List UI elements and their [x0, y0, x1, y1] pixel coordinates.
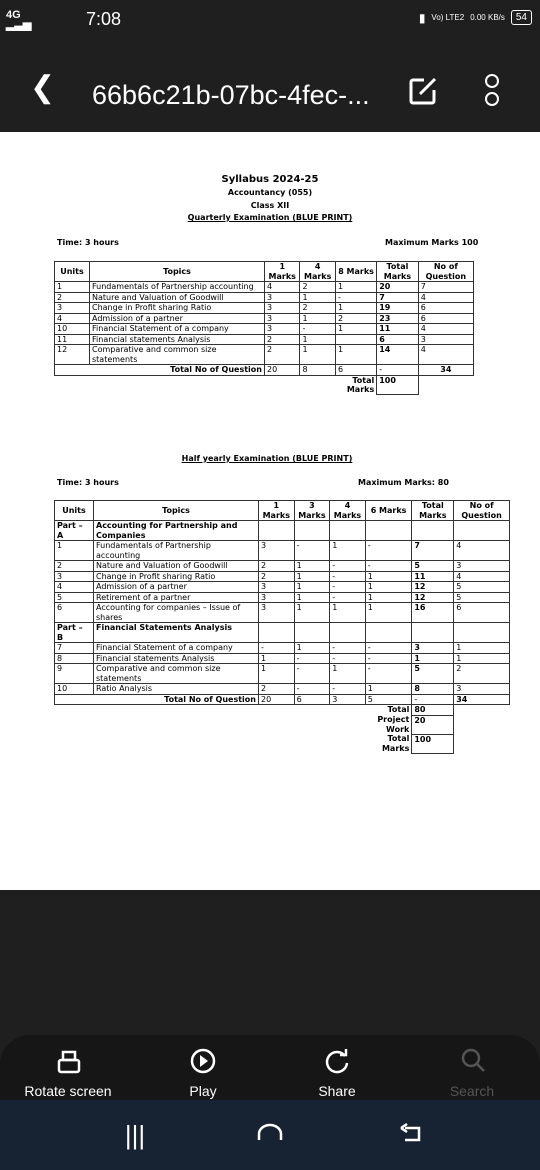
table-cell: 3: [412, 643, 454, 654]
table-row: [55, 603, 510, 623]
table-cell: 1: [365, 571, 412, 582]
play-label: Play: [189, 1083, 217, 1099]
col-header: 4 Marks: [300, 262, 335, 282]
table-cell: -: [365, 664, 412, 684]
table-cell: [294, 623, 330, 643]
table-cell: 6: [377, 334, 418, 345]
table-cell: 3: [55, 303, 90, 314]
search-icon: [460, 1047, 486, 1073]
half-yearly-max-marks: Maximum Marks: 80: [358, 478, 449, 487]
col-header: 1 Marks: [259, 501, 295, 521]
table-cell: -: [365, 561, 412, 572]
signal-icon: ▂▃▅: [6, 19, 32, 31]
rotate-screen-button[interactable]: [8, 1035, 128, 1100]
col-header: Topics: [90, 262, 265, 282]
table-cell: [454, 521, 510, 541]
total-cell: -: [412, 694, 454, 705]
search-button[interactable]: [412, 1035, 532, 1100]
document-page: [0, 132, 540, 890]
table-cell: 1: [55, 541, 94, 561]
table-cell: Financial statements Analysis: [90, 334, 265, 345]
table-cell: -: [294, 653, 330, 664]
edit-icon[interactable]: [408, 76, 438, 106]
table-cell: -: [365, 653, 412, 664]
table-cell: 1: [294, 582, 330, 593]
table-cell: 2: [265, 345, 300, 365]
col-header: 4 Marks: [330, 501, 366, 521]
table-row: [55, 324, 474, 335]
table-cell: 3: [265, 313, 300, 324]
table-cell: 8: [55, 653, 94, 664]
table-cell: 3: [259, 541, 295, 561]
table-cell: -: [330, 571, 366, 582]
table-cell: -: [365, 541, 412, 561]
spacer-cell: [454, 715, 510, 734]
table-cell: [454, 623, 510, 643]
col-header: 8 Marks: [335, 262, 376, 282]
summary-row: [55, 734, 510, 753]
table-cell: 2: [300, 303, 335, 314]
table-row: [55, 592, 510, 603]
table-cell: 1: [300, 334, 335, 345]
table-cell: [365, 521, 412, 541]
table-cell: 1: [330, 603, 366, 623]
recent-apps-icon[interactable]: |||: [124, 1120, 146, 1150]
summary-label: Total Marks: [381, 734, 410, 753]
table-cell: Financial Statement of a company: [90, 324, 265, 335]
table-cell: 1: [259, 653, 295, 664]
table-cell: 4: [418, 345, 473, 365]
total-cell: 20: [265, 365, 300, 376]
total-cell: 3: [330, 694, 366, 705]
table-cell: 2: [55, 561, 94, 572]
table-cell: -: [294, 664, 330, 684]
table-row: [55, 282, 474, 293]
summary-label: Total: [387, 705, 410, 714]
total-row: [55, 365, 474, 376]
clock: 7:08: [86, 9, 122, 29]
table-cell: 1: [330, 541, 366, 561]
table-cell: 2: [300, 282, 335, 293]
table-cell: Fundamentals of Partnership accounting: [94, 541, 259, 561]
table-row: [55, 561, 510, 572]
spacer-cell: [454, 734, 510, 753]
doc-subject: Accountancy (055): [227, 188, 313, 197]
table-cell: [365, 623, 412, 643]
table-row: [55, 541, 510, 561]
table-cell: 1: [365, 592, 412, 603]
table-cell: 3: [265, 303, 300, 314]
table-cell: Retirement of a partner: [94, 592, 259, 603]
table-cell: [412, 521, 454, 541]
rotate-icon: [56, 1049, 82, 1075]
volte-label: Vo) LTE2: [431, 13, 465, 22]
table-cell: 1: [412, 653, 454, 664]
quarterly-title: Quarterly Examination (BLUE PRINT): [187, 213, 353, 222]
table-cell: 1: [294, 592, 330, 603]
table-cell: 3: [454, 561, 510, 572]
table-cell: -: [330, 592, 366, 603]
total-cell: 20: [259, 694, 295, 705]
table-cell: [259, 623, 295, 643]
quarterly-table: [54, 261, 474, 395]
table-cell: 3: [454, 684, 510, 695]
table-cell: Nature and Valuation of Goodwill: [90, 292, 265, 303]
table-cell: 1: [294, 643, 330, 654]
table-cell: Change in Profit sharing Ratio: [90, 303, 265, 314]
table-cell: -: [259, 643, 295, 654]
half-yearly-table: [54, 500, 510, 754]
table-cell: 7: [418, 282, 473, 293]
table-cell: 3: [418, 334, 473, 345]
table-cell: [412, 623, 454, 643]
doc-title: Syllabus 2024-25: [221, 174, 319, 185]
table-cell: 2: [335, 313, 376, 324]
half-yearly-title: Half yearly Examination (BLUE PRINT): [181, 454, 353, 463]
table-cell: 5: [55, 592, 94, 603]
table-cell: 10: [55, 684, 94, 695]
table-cell: 7: [55, 643, 94, 654]
share-label: Share: [318, 1083, 356, 1099]
col-header: No of Question: [454, 501, 510, 521]
table-cell: 1: [300, 345, 335, 365]
table-cell: 3: [265, 324, 300, 335]
table-cell: -: [330, 684, 366, 695]
table-cell: 1: [335, 282, 376, 293]
back-arrow-icon[interactable]: ❮: [30, 71, 56, 104]
total-cell: 8: [300, 365, 335, 376]
table-row: [55, 653, 510, 664]
network-label: 4G: [6, 9, 21, 21]
table-cell: Accounting for companies – Issue of shares: [94, 603, 259, 623]
battery-icon: 54: [511, 10, 532, 25]
table-cell: 1: [454, 653, 510, 664]
table-cell: 19: [377, 303, 418, 314]
system-nav-bar: [0, 1100, 540, 1170]
table-cell: 4: [418, 292, 473, 303]
table-cell: [335, 334, 376, 345]
table-cell: 12: [412, 592, 454, 603]
table-cell: 2: [259, 684, 295, 695]
spacer-cell: [55, 715, 366, 734]
table-cell: Admission of a partner: [94, 582, 259, 593]
table-cell: 1: [335, 303, 376, 314]
table-cell: Admission of a partner: [90, 313, 265, 324]
doc-class: Class XII: [250, 201, 290, 210]
network-indicator: [6, 10, 31, 30]
table-cell: 1: [300, 313, 335, 324]
table-cell: Financial Statement of a company: [94, 643, 259, 654]
table-cell: 4: [55, 582, 94, 593]
table-header-row: [55, 501, 510, 521]
play-icon: [189, 1047, 217, 1075]
table-cell: 5: [454, 592, 510, 603]
table-cell: 1: [365, 582, 412, 593]
table-header-row: [55, 262, 474, 282]
table-row: [55, 684, 510, 695]
table-cell: [259, 521, 295, 541]
table-cell: 4: [454, 571, 510, 582]
quarterly-time: Time: 3 hours: [57, 238, 119, 247]
table-cell: Financial Statements Analysis: [94, 623, 259, 643]
table-cell: Part – B: [55, 623, 94, 643]
spacer-cell: [454, 705, 510, 716]
half-yearly-time: Time: 3 hours: [57, 478, 119, 487]
total-cell: 34: [418, 365, 473, 376]
table-cell: 1: [330, 664, 366, 684]
table-cell: [294, 521, 330, 541]
status-bar: [0, 0, 540, 40]
table-cell: Ratio Analysis: [94, 684, 259, 695]
total-marks-label: Total Marks: [335, 375, 376, 395]
table-cell: Change in Profit sharing Ratio: [94, 571, 259, 582]
col-header: 1 Marks: [265, 262, 300, 282]
table-cell: 10: [55, 324, 90, 335]
table-cell: [330, 623, 366, 643]
table-cell: 1: [335, 345, 376, 365]
table-row: [55, 345, 474, 365]
back-nav-icon[interactable]: [392, 1120, 432, 1150]
table-cell: 6: [454, 603, 510, 623]
table-cell: -: [330, 561, 366, 572]
table-row: [55, 303, 474, 314]
spacer-cell: [418, 375, 473, 395]
quarterly-max-marks: Maximum Marks 100: [385, 238, 479, 247]
share-icon: [323, 1047, 351, 1075]
table-cell: 5: [412, 664, 454, 684]
table-cell: 4: [55, 313, 90, 324]
summary-row: [55, 715, 510, 734]
table-cell: 1: [365, 684, 412, 695]
table-row: [55, 334, 474, 345]
table-cell: 1: [365, 603, 412, 623]
table-row: [55, 521, 510, 541]
table-cell: 12: [412, 582, 454, 593]
table-cell: 1: [454, 643, 510, 654]
table-row: [55, 292, 474, 303]
share-button[interactable]: [277, 1035, 397, 1100]
col-header: Units: [55, 262, 90, 282]
table-cell: 12: [55, 345, 90, 365]
table-cell: 3: [265, 292, 300, 303]
table-cell: 1: [55, 282, 90, 293]
table-cell: 2: [454, 664, 510, 684]
table-cell: -: [294, 541, 330, 561]
bottom-toolbar: [0, 1035, 540, 1100]
table-row: [55, 664, 510, 684]
table-cell: -: [300, 324, 335, 335]
total-cell: -: [377, 365, 418, 376]
table-cell: 2: [259, 571, 295, 582]
table-cell: Part – A: [55, 521, 94, 541]
table-row: [55, 643, 510, 654]
table-cell: Fundamentals of Partnership accounting: [90, 282, 265, 293]
table-cell: Financial statements Analysis: [94, 653, 259, 664]
summary-row: [55, 705, 510, 716]
table-cell: 4: [265, 282, 300, 293]
table-cell: -: [365, 643, 412, 654]
table-cell: 16: [412, 603, 454, 623]
summary-label: Project Work: [377, 715, 410, 734]
table-cell: -: [294, 684, 330, 695]
spacer-cell: [55, 375, 336, 395]
table-row: [55, 582, 510, 593]
summary-value: 80: [412, 705, 454, 716]
table-cell: -: [330, 653, 366, 664]
table-cell: [330, 521, 366, 541]
rotate-label: Rotate screen: [24, 1083, 112, 1099]
table-cell: 3: [259, 582, 295, 593]
table-cell: 2: [265, 334, 300, 345]
table-cell: -: [335, 292, 376, 303]
spacer-cell: [55, 734, 366, 753]
table-cell: 6: [418, 313, 473, 324]
spacer-cell: [55, 705, 366, 716]
total-cell: 6: [335, 365, 376, 376]
table-cell: 8: [412, 684, 454, 695]
table-cell: 11: [377, 324, 418, 335]
more-options-icon[interactable]: [484, 72, 500, 114]
table-cell: 4: [454, 541, 510, 561]
col-header: Topics: [94, 501, 259, 521]
table-cell: Comparative and common size statements: [94, 664, 259, 684]
table-cell: 14: [377, 345, 418, 365]
table-cell: 1: [294, 603, 330, 623]
total-cell: 34: [454, 694, 510, 705]
table-cell: 5: [412, 561, 454, 572]
app-bar: [0, 40, 540, 132]
table-cell: 11: [55, 334, 90, 345]
table-cell: 6: [55, 603, 94, 623]
table-cell: 1: [294, 571, 330, 582]
table-cell: 20: [377, 282, 418, 293]
search-label: Search: [449, 1083, 495, 1099]
total-marks-value: 100: [377, 375, 418, 395]
col-header: Total Marks: [412, 501, 454, 521]
summary-value: 20: [412, 715, 454, 734]
table-cell: Accounting for Partnership and Companies: [94, 521, 259, 541]
col-header: Total Marks: [377, 262, 418, 282]
table-cell: 1: [300, 292, 335, 303]
table-cell: 1: [335, 324, 376, 335]
table-row: [55, 313, 474, 324]
table-cell: -: [330, 643, 366, 654]
summary-value: 100: [412, 734, 454, 753]
table-cell: 5: [454, 582, 510, 593]
col-header: Units: [55, 501, 94, 521]
home-icon[interactable]: [250, 1120, 290, 1150]
table-row: [55, 623, 510, 643]
total-row: [55, 694, 510, 705]
table-cell: 11: [412, 571, 454, 582]
table-cell: 2: [259, 561, 295, 572]
total-cell: 5: [365, 694, 412, 705]
play-button[interactable]: [143, 1035, 263, 1100]
col-header: 6 Marks: [365, 501, 412, 521]
col-header: No of Question: [418, 262, 473, 282]
table-cell: Comparative and common size statements: [90, 345, 265, 365]
table-cell: 9: [55, 664, 94, 684]
total-label: Total No of Question: [55, 365, 265, 376]
table-cell: 1: [259, 664, 295, 684]
status-right: [419, 10, 532, 25]
total-marks-row: [55, 375, 474, 395]
table-cell: 2: [55, 292, 90, 303]
table-cell: 7: [412, 541, 454, 561]
vibrate-icon: ▮: [418, 10, 426, 25]
table-cell: 3: [259, 603, 295, 623]
table-cell: 7: [377, 292, 418, 303]
file-title: 66b6c21b-07bc-4fec-...: [92, 80, 370, 110]
table-cell: 23: [377, 313, 418, 324]
table-cell: Nature and Valuation of Goodwill: [94, 561, 259, 572]
table-cell: 3: [55, 571, 94, 582]
speed-label: 0.00 KB/s: [470, 13, 505, 22]
table-cell: 6: [418, 303, 473, 314]
col-header: 3 Marks: [294, 501, 330, 521]
table-cell: 4: [418, 324, 473, 335]
table-cell: -: [330, 582, 366, 593]
table-cell: 3: [259, 592, 295, 603]
table-cell: 1: [294, 561, 330, 572]
total-label: Total No of Question: [55, 694, 259, 705]
total-cell: 6: [294, 694, 330, 705]
table-row: [55, 571, 510, 582]
